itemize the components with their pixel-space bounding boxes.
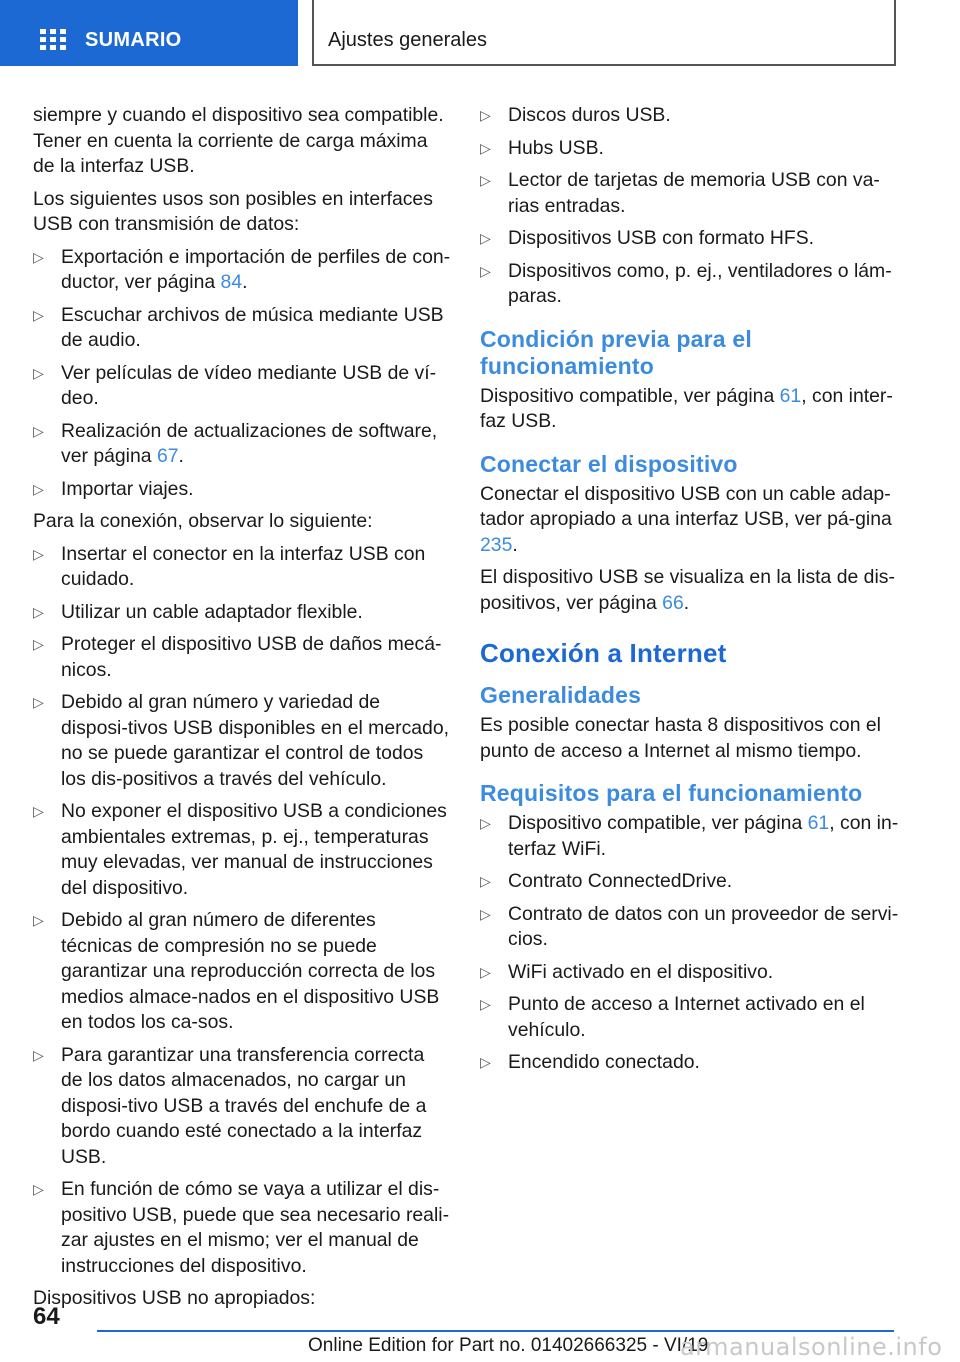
- edition-text: Online Edition for Part no. 01402666325 - VI/19: [308, 1335, 709, 1356]
- footer-rule: [97, 1330, 894, 1332]
- paragraph: Dispositivos USB no apropiados:: [33, 1287, 316, 1309]
- list-item: ▷ Realización de actualizaciones de software, ver página 67.: [33, 419, 438, 467]
- triangle-bullet-icon: ▷: [480, 1054, 491, 1070]
- triangle-bullet-icon: ▷: [480, 107, 491, 123]
- triangle-bullet-icon: ▷: [33, 694, 44, 710]
- triangle-bullet-icon: ▷: [480, 139, 491, 156]
- page-link[interactable]: 66: [662, 591, 684, 614]
- sumario-tab[interactable]: [0, 0, 298, 66]
- list-item: ▷ Proteger el dispositivo USB de daños mecá-nicos.: [33, 633, 442, 681]
- list-item: ▷ Exportación e importación de perfiles de con-ductor, ver página 84.: [33, 245, 451, 293]
- triangle-bullet-icon: ▷: [480, 873, 491, 889]
- triangle-bullet-icon: ▷: [480, 905, 491, 922]
- triangle-bullet-icon: ▷: [33, 803, 44, 819]
- triangle-bullet-icon: ▷: [33, 364, 44, 381]
- list-item: ▷ Encendido conectado.: [480, 1050, 900, 1076]
- section-title: Ajustes generales: [328, 29, 487, 51]
- list-item: ▷ Punto de acceso a Internet activado en el vehículo.: [480, 993, 865, 1041]
- list-item: ▷ Escuchar archivos de música mediante USB de audio.: [33, 303, 444, 351]
- list-item: ▷ Dispositivos como, p. ej., ventiladores o lám-paras.: [480, 259, 892, 307]
- list-item: ▷ WiFi activado en el dispositivo.: [480, 960, 900, 986]
- page-number: 64: [33, 1303, 60, 1330]
- list-item: ▷ Dispositivo compatible, ver página 61, con in-terfaz WiFi.: [480, 812, 899, 860]
- page-link[interactable]: 61: [807, 812, 830, 834]
- triangle-bullet-icon: ▷: [33, 306, 44, 323]
- triangle-bullet-icon: ▷: [33, 545, 44, 562]
- sumario-label: SUMARIO: [85, 29, 182, 51]
- notes-list: [33, 542, 451, 1280]
- section-header: [312, 0, 896, 66]
- watermark: armanualsonline.info: [680, 1333, 943, 1361]
- list-item: ▷ No exponer el dispositivo USB a condiciones ambientales extremas, p. ej., temperaturas muy elevadas, ver manual de instrucciones del dispositivo.: [33, 800, 447, 899]
- paragraph: Dispositivo compatible, ver página 61, con inter-faz USB.: [480, 384, 893, 432]
- right-column: [480, 103, 900, 1083]
- triangle-bullet-icon: ▷: [33, 1181, 44, 1197]
- triangle-bullet-icon: ▷: [480, 963, 491, 980]
- triangle-bullet-icon: ▷: [480, 996, 491, 1012]
- triangle-bullet-icon: ▷: [480, 262, 491, 279]
- triangle-bullet-icon: ▷: [33, 636, 44, 652]
- uses-list: [33, 245, 451, 503]
- list-item: ▷ Insertar el conector en la interfaz USB con cuidado.: [33, 542, 426, 590]
- list-item: ▷ Para garantizar una transferencia correcta de los datos almacenados, no cargar un disposi-tivo USB a través del enchufe de a bordo cuando esté conectado a la interfaz USB.: [33, 1043, 427, 1168]
- requirements-list: [480, 811, 900, 1076]
- triangle-bullet-icon: ▷: [33, 912, 44, 928]
- triangle-bullet-icon: ▷: [480, 230, 491, 246]
- heading-requirements: Requisitos para el funcionamiento: [480, 780, 863, 806]
- heading-prerequisite: Condición previa para el funcionamiento: [480, 325, 752, 379]
- list-item: ▷ Debido al gran número de diferentes técnicas de compresión no se puede garantizar una reproducción correcta de los medios almace-nados en el dispositivo USB en todos los ca-sos.: [33, 909, 440, 1033]
- list-item: ▷ Contrato ConnectedDrive.: [480, 869, 900, 895]
- triangle-bullet-icon: ▷: [33, 1046, 44, 1063]
- paragraph: siempre y cuando el dispositivo sea compatible. Tener en cuenta la corriente de carga máxima de la interfaz USB.: [33, 104, 444, 177]
- list-item: ▷ Contrato de datos con un proveedor de servi-cios.: [480, 902, 899, 950]
- unsuitable-list: [480, 103, 900, 310]
- list-item: ▷ Lector de tarjetas de memoria USB con va-rias entradas.: [480, 169, 880, 217]
- paragraph: El dispositivo USB se visualiza en la lista de dis-positivos, ver página 66.: [480, 566, 895, 614]
- list-item: ▷ Debido al gran número y variedad de disposi-tivos USB disponibles en el mercado, no se puede garantizar el control de todos los dis-positivos a través del vehículo.: [33, 691, 450, 790]
- list-item: ▷ Hubs USB.: [480, 136, 900, 162]
- triangle-bullet-icon: ▷: [33, 422, 44, 439]
- list-item: ▷ Dispositivos USB con formato HFS.: [480, 226, 900, 252]
- triangle-bullet-icon: ▷: [33, 603, 44, 620]
- page-link[interactable]: 235: [480, 533, 513, 556]
- list-item: ▷ Ver películas de vídeo mediante USB de ví-deo.: [33, 361, 437, 409]
- page-link[interactable]: 67: [156, 445, 179, 467]
- page-link[interactable]: 84: [220, 271, 243, 293]
- list-item: ▷ En función de cómo se vaya a utilizar el dis-positivo USB, puede que sea necesario reali-zar ajustes en el mismo; ver el manual de instrucciones del dispositivo.: [33, 1178, 450, 1277]
- page-link[interactable]: 61: [779, 384, 802, 407]
- triangle-bullet-icon: ▷: [33, 248, 44, 265]
- list-item: ▷ Importar viajes.: [33, 477, 451, 503]
- paragraph: Los siguientes usos son posibles en interfaces USB con transmisión de datos:: [33, 187, 433, 235]
- paragraph: Es posible conectar hasta 8 dispositivos con el punto de acceso a Internet al mismo tiempo.: [480, 714, 881, 762]
- triangle-bullet-icon: ▷: [33, 480, 44, 497]
- heading-connect-device: Conectar el dispositivo: [480, 450, 738, 477]
- list-item: ▷ Utilizar un cable adaptador flexible.: [33, 600, 451, 626]
- paragraph: Para la conexión, observar lo siguiente:: [33, 510, 373, 532]
- left-column: [33, 103, 451, 1319]
- heading-general: Generalidades: [480, 682, 642, 708]
- paragraph: Conectar el dispositivo USB con un cable adap-tador apropiado a una interfaz USB, ver pá-gina 235.: [480, 482, 892, 556]
- triangle-bullet-icon: ▷: [480, 172, 491, 188]
- triangle-bullet-icon: ▷: [480, 815, 491, 831]
- list-item: ▷ Discos duros USB.: [480, 103, 900, 129]
- grid-icon: [40, 29, 66, 51]
- heading-internet-connection: Conexión a Internet: [480, 638, 727, 668]
